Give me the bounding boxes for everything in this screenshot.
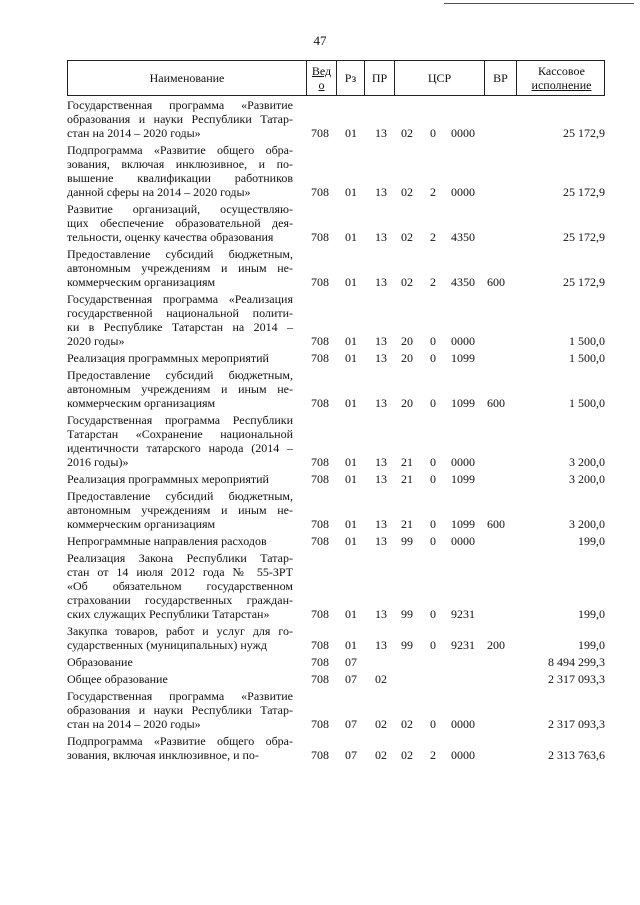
row-name-line: Развитие организаций, осуществляю- [67, 202, 293, 216]
row-codes [293, 368, 605, 410]
cell-rz: 07 [345, 672, 357, 686]
row-name-line: 2016 годы)» [67, 455, 129, 469]
cell-rz: 07 [345, 655, 357, 669]
row-name [67, 624, 293, 652]
cell-csr3: 0000 [451, 748, 475, 762]
row-name-line: Подпрограмма «Развитие общего обра- [67, 734, 293, 748]
cell-pr: 13 [375, 472, 387, 486]
row-name-line: стан от 14 июля 2012 года № 55-ЗРТ [67, 565, 293, 579]
header-pr: ПР [365, 61, 395, 95]
row-codes [293, 624, 605, 652]
cell-csr2: 0 [430, 455, 436, 469]
table-row [67, 472, 605, 486]
cell-rz: 01 [345, 185, 357, 199]
row-name-line: Общее образование [67, 672, 168, 686]
row-name [67, 351, 293, 365]
cell-pr: 13 [375, 230, 387, 244]
row-name-line: Предоставление субсидий бюджетным, [67, 368, 293, 382]
cell-csr3: 0000 [451, 334, 475, 348]
header-name: Наименование [68, 61, 307, 95]
cell-ved: 708 [311, 396, 329, 410]
cell-csr1: 21 [401, 455, 413, 469]
row-name-line: образования и науки Республики Татар- [67, 703, 293, 717]
cell-sum: 2 313 763,6 [548, 748, 605, 762]
cell-sum: 25 172,9 [563, 126, 605, 140]
cell-csr2: 0 [430, 517, 436, 531]
cell-ved: 708 [311, 534, 329, 548]
table-header [67, 60, 605, 96]
cell-pr: 13 [375, 517, 387, 531]
cell-csr1: 20 [401, 334, 413, 348]
cell-ved: 708 [311, 334, 329, 348]
cell-rz: 01 [345, 275, 357, 289]
row-name-line: Государственная программа «Развитие [67, 689, 293, 703]
cell-sum: 25 172,9 [563, 275, 605, 289]
cell-rz: 07 [345, 717, 357, 731]
header-sum [517, 61, 606, 95]
cell-csr2: 0 [430, 638, 436, 652]
cell-sum: 1 500,0 [569, 396, 605, 410]
cell-csr1: 21 [401, 517, 413, 531]
cell-pr: 13 [375, 638, 387, 652]
table-body [67, 98, 605, 762]
table-row [67, 672, 605, 686]
cell-pr: 13 [375, 607, 387, 621]
row-name-line: стан на 2014 – 2020 годы» [67, 126, 201, 140]
row-name-line: щих обеспечение образовательной дея- [67, 216, 293, 230]
table-row [67, 489, 605, 531]
cell-csr1: 02 [401, 717, 413, 731]
cell-csr3: 9231 [451, 638, 475, 652]
cell-csr3: 0000 [451, 126, 475, 140]
row-codes [293, 734, 605, 762]
cell-csr2: 2 [430, 275, 436, 289]
cell-rz: 01 [345, 230, 357, 244]
row-codes [293, 202, 605, 244]
cell-csr2: 0 [430, 607, 436, 621]
cell-ved: 708 [311, 717, 329, 731]
row-codes [293, 489, 605, 531]
cell-csr2: 0 [430, 534, 436, 548]
cell-rz: 01 [345, 638, 357, 652]
row-name-line: Образование [67, 655, 133, 669]
cell-csr1: 02 [401, 275, 413, 289]
cell-csr2: 0 [430, 717, 436, 731]
row-name-line: идентичности татарского народа (2014 – [67, 441, 293, 455]
row-name-line: вышение квалификации работников [67, 171, 293, 185]
table-row [67, 655, 605, 669]
row-codes [293, 689, 605, 731]
row-name [67, 672, 293, 686]
row-codes [293, 413, 605, 469]
row-name [67, 292, 293, 348]
row-name-line: коммерческим организациям [67, 275, 216, 289]
row-name-line: Непрограммные направления расходов [67, 534, 267, 548]
cell-ved: 708 [311, 517, 329, 531]
row-name-line: Закупка товаров, работ и услуг для го- [67, 624, 293, 638]
cell-pr: 02 [375, 672, 387, 686]
cell-sum: 2 317 093,3 [548, 672, 605, 686]
cell-csr1: 02 [401, 185, 413, 199]
cell-ved: 708 [311, 351, 329, 365]
cell-rz: 07 [345, 748, 357, 762]
cell-rz: 01 [345, 334, 357, 348]
header-vr: ВР [485, 61, 517, 95]
row-name-line: коммерческим организациям [67, 396, 216, 410]
cell-csr3: 1099 [451, 472, 475, 486]
row-name [67, 689, 293, 731]
cell-rz: 01 [345, 607, 357, 621]
table-row [67, 351, 605, 365]
row-codes [293, 551, 605, 621]
row-name-line: сударственных (муниципальных) нужд [67, 638, 267, 652]
row-codes [293, 247, 605, 289]
row-name [67, 247, 293, 289]
cell-pr: 13 [375, 334, 387, 348]
cell-sum: 199,0 [578, 534, 605, 548]
cell-csr1: 99 [401, 638, 413, 652]
cell-ved: 708 [311, 607, 329, 621]
row-name-line: «Об обязательном государственном [67, 579, 293, 593]
cell-rz: 01 [345, 534, 357, 548]
row-name-line: Татарстан «Сохранение национальной [67, 427, 293, 441]
table-row [67, 368, 605, 410]
header-csr: ЦСР [395, 61, 485, 95]
cell-sum: 199,0 [578, 638, 605, 652]
cell-sum: 3 200,0 [569, 472, 605, 486]
row-name-line: Подпрограмма «Развитие общего обра- [67, 143, 293, 157]
cell-ved: 708 [311, 230, 329, 244]
row-codes [293, 143, 605, 199]
row-name-line: 2020 годы» [67, 334, 125, 348]
cell-rz: 01 [345, 351, 357, 365]
row-codes [293, 472, 605, 486]
table-row [67, 292, 605, 348]
row-name-line: данной сферы на 2014 – 2020 годы» [67, 185, 251, 199]
cell-csr3: 1099 [451, 351, 475, 365]
row-name-line: ки в Республике Татарстан на 2014 – [67, 320, 293, 334]
row-name-line: Предоставление субсидий бюджетным, [67, 247, 293, 261]
cell-sum: 25 172,9 [563, 230, 605, 244]
row-name-line: Предоставление субсидий бюджетным, [67, 489, 293, 503]
cell-csr3: 0000 [451, 534, 475, 548]
table-row [67, 202, 605, 244]
cell-csr1: 21 [401, 472, 413, 486]
cell-sum: 199,0 [578, 607, 605, 621]
cell-csr2: 0 [430, 396, 436, 410]
cell-sum: 3 200,0 [569, 517, 605, 531]
cell-csr2: 0 [430, 126, 436, 140]
cell-ved: 708 [311, 638, 329, 652]
row-name-line: автономным учреждениям и иным не- [67, 261, 293, 275]
cell-ved: 708 [311, 672, 329, 686]
row-codes [293, 351, 605, 365]
cell-csr3: 1099 [451, 517, 475, 531]
cell-ved: 708 [311, 455, 329, 469]
row-name-line: Государственная программа «Развитие [67, 98, 293, 112]
row-codes [293, 534, 605, 548]
cell-csr1: 20 [401, 351, 413, 365]
cell-vr: 200 [487, 638, 505, 652]
cell-csr1: 99 [401, 607, 413, 621]
cell-rz: 01 [345, 517, 357, 531]
cell-csr1: 02 [401, 126, 413, 140]
cell-pr: 13 [375, 455, 387, 469]
header-sum-line2: исполнение [531, 78, 592, 92]
cell-vr: 600 [487, 517, 505, 531]
table-row [67, 98, 605, 140]
cell-pr: 13 [375, 126, 387, 140]
table-row [67, 413, 605, 469]
row-name-line: Реализация Закона Республики Татар- [67, 551, 293, 565]
cell-pr: 13 [375, 275, 387, 289]
row-name [67, 472, 293, 486]
row-name-line: страховании государственных граждан- [67, 593, 293, 607]
cell-csr2: 2 [430, 185, 436, 199]
cell-ved: 708 [311, 655, 329, 669]
cell-sum: 25 172,9 [563, 185, 605, 199]
row-name [67, 489, 293, 531]
cell-pr: 13 [375, 185, 387, 199]
budget-table [67, 60, 605, 762]
cell-csr3: 1099 [451, 396, 475, 410]
cell-csr3: 0000 [451, 717, 475, 731]
cell-pr: 02 [375, 748, 387, 762]
cell-rz: 01 [345, 126, 357, 140]
cell-csr2: 0 [430, 351, 436, 365]
table-row [67, 551, 605, 621]
row-codes [293, 98, 605, 140]
row-name [67, 413, 293, 469]
table-row [67, 534, 605, 548]
cell-ved: 708 [311, 126, 329, 140]
cell-ved: 708 [311, 185, 329, 199]
row-name-line: автономным учреждениям и иным не- [67, 503, 293, 517]
page-number: 47 [313, 33, 327, 48]
row-name-line: автономным учреждениям и иным не- [67, 382, 293, 396]
row-name-line: Государственная программа Республики [67, 413, 293, 427]
row-name-line: коммерческим организациям [67, 517, 216, 531]
cell-csr3: 4350 [451, 275, 475, 289]
cell-pr: 02 [375, 717, 387, 731]
cell-sum: 3 200,0 [569, 455, 605, 469]
cell-ved: 708 [311, 748, 329, 762]
cell-vr: 600 [487, 275, 505, 289]
cell-csr1: 02 [401, 748, 413, 762]
cell-csr3: 0000 [451, 455, 475, 469]
row-name [67, 368, 293, 410]
cell-ved: 708 [311, 275, 329, 289]
cell-ved: 708 [311, 472, 329, 486]
row-name [67, 98, 293, 140]
row-name-line: Реализация программных мероприятий [67, 351, 269, 365]
row-name-line: Реализация программных мероприятий [67, 472, 269, 486]
table-row [67, 689, 605, 731]
cell-pr: 13 [375, 351, 387, 365]
row-codes [293, 655, 605, 669]
row-codes [293, 672, 605, 686]
row-name-line: стан на 2014 – 2020 годы» [67, 717, 201, 731]
cell-csr3: 4350 [451, 230, 475, 244]
row-name-line: образования и науки Республики Татар- [67, 112, 293, 126]
row-name [67, 551, 293, 621]
cell-csr1: 99 [401, 534, 413, 548]
cell-csr1: 20 [401, 396, 413, 410]
row-name [67, 534, 293, 548]
row-name-line: зования, включая инклюзивное, и по- [67, 157, 293, 171]
table-row [67, 143, 605, 199]
cell-sum: 8 494 299,3 [548, 655, 605, 669]
cell-pr: 13 [375, 396, 387, 410]
row-name-line: зования, включая инклюзивное, и по- [67, 748, 259, 762]
cell-csr3: 0000 [451, 185, 475, 199]
table-row [67, 247, 605, 289]
cell-sum: 1 500,0 [569, 351, 605, 365]
top-rule [444, 3, 634, 4]
cell-csr1: 02 [401, 230, 413, 244]
cell-sum: 2 317 093,3 [548, 717, 605, 731]
cell-csr2: 0 [430, 334, 436, 348]
row-name-line: Государственная программа «Реализация [67, 292, 293, 306]
header-ved: Ведо [307, 61, 337, 95]
cell-rz: 01 [345, 396, 357, 410]
cell-rz: 01 [345, 455, 357, 469]
row-name [67, 734, 293, 762]
cell-csr2: 0 [430, 472, 436, 486]
cell-csr2: 2 [430, 230, 436, 244]
table-row [67, 624, 605, 652]
cell-sum: 1 500,0 [569, 334, 605, 348]
cell-csr3: 9231 [451, 607, 475, 621]
row-codes [293, 292, 605, 348]
row-name [67, 202, 293, 244]
row-name [67, 143, 293, 199]
row-name-line: ских служащих Республики Татарстан» [67, 607, 270, 621]
cell-rz: 01 [345, 472, 357, 486]
cell-csr2: 2 [430, 748, 436, 762]
header-sum-line1: Кассовое [538, 64, 585, 78]
row-name-line: тельности, оценку качества образования [67, 230, 274, 244]
row-name-line: государственной национальной полити- [67, 306, 293, 320]
header-rz: Рз [337, 61, 365, 95]
row-name [67, 655, 293, 669]
cell-pr: 13 [375, 534, 387, 548]
cell-vr: 600 [487, 396, 505, 410]
table-row [67, 734, 605, 762]
